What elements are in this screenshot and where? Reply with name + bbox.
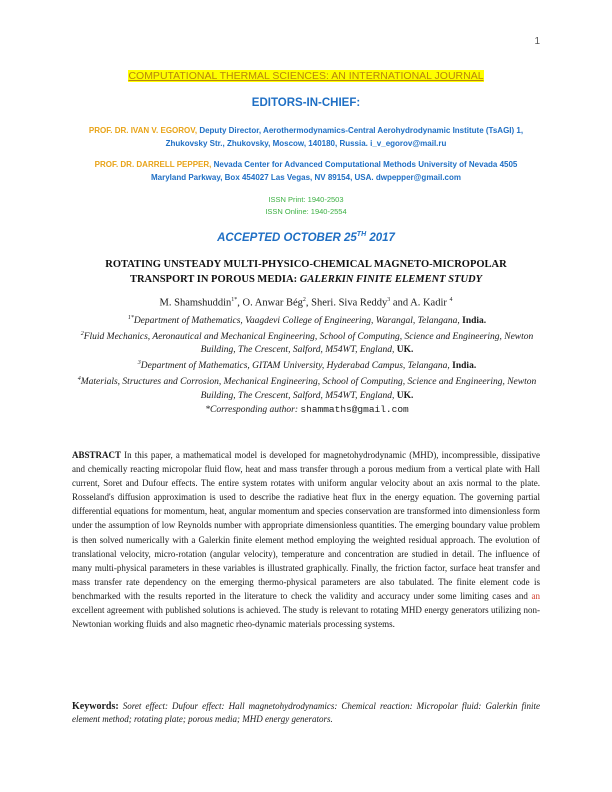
affiliation-1-country: India. [462, 316, 487, 327]
accepted-pre: ACCEPTED OCTOBER 25 [217, 231, 357, 244]
affiliation-3-country: India. [452, 361, 477, 372]
affiliations [72, 312, 542, 417]
abstract-highlight: an [531, 590, 540, 601]
affiliation-3-text: Department of Mathematics, GITAM University, Hyderabad Campus, Telangana, [140, 361, 453, 372]
author-1: M. Shamshuddin [159, 297, 232, 309]
corresponding-label: *Corresponding author: [205, 404, 301, 415]
abstract-text-2: excellent agreement with published solutions is achieved. The study is relevant to rotating MHD energy generators utilizing non-Newtonian working fluids and also magnetic rheo-dynamic materials processing systems. [72, 605, 540, 630]
affiliation-4-country: UK. [396, 390, 414, 401]
corresponding-email[interactable]: shammaths@gmail.com [300, 403, 409, 415]
keywords-text: Soret effect: Dufour effect: Hall magnetohydrodynamics: Chemical reaction: Micropolar fluid: Galerkin finite element method; rotating plate; porous media; MHD energy generators. [72, 701, 540, 724]
affiliation-4 [72, 373, 542, 402]
author-4: and A. Kadir [390, 297, 450, 309]
title-line-2-plain: TRANSPORT IN POROUS MEDIA: [129, 274, 300, 285]
accepted-date [0, 231, 612, 244]
issn-online: ISSN Online: 1940-2554 [265, 207, 347, 216]
page-number: 1 [534, 36, 540, 47]
author-3-sup: 3 [387, 297, 391, 303]
editor-2 [80, 158, 532, 184]
author-4-sup: 4 [449, 297, 453, 303]
paper-title [0, 257, 612, 287]
affiliation-2-text: Fluid Mechanics, Aeronautical and Mechanical Engineering, School of Computing, Science and Engineering, Newton Building, The Crescent, Salford, M54WT, England, [83, 332, 534, 356]
author-1-sup: 1* [231, 297, 238, 303]
editor-1-details: Deputy Director, Aerothermodynamics-Central Aerohydrodynamic Institute (TsAGI) 1, Zhukovsky Str., Zhukovsky, Moscow, 140180, Russia. i_v_egorov@mail.ru [165, 126, 524, 148]
affiliation-3-sup: 3 [137, 360, 141, 367]
accepted-sup: TH [356, 231, 367, 238]
authors [0, 297, 612, 309]
author-2: , O. Anwar Bég [237, 297, 303, 309]
journal-title [0, 70, 612, 82]
keywords [72, 700, 540, 726]
title-line-2-italic: GALERKIN FINITE ELEMENT STUDY [299, 274, 483, 285]
corresponding-author [72, 403, 542, 417]
affiliation-2-sup: 2 [80, 331, 84, 338]
editor-1 [80, 124, 532, 150]
affiliation-4-sup: 4 [77, 376, 81, 383]
title-line-1: ROTATING UNSTEADY MULTI-PHYSICO-CHEMICAL MAGNETO-MICROPOLAR [105, 259, 507, 270]
affiliation-1-text: Department of Mathematics, Vaagdevi College of Engineering, Warangal, Telangana, [133, 316, 463, 327]
editor-2-details: Nevada Center for Advanced Computational Methods University of Nevada 4505 Maryland Parkway, Box 454027 Las Vegas, NV 89154, USA. dwpepper@gmail.com [150, 160, 518, 182]
journal-title-text: COMPUTATIONAL THERMAL SCIENCES: AN INTERNATIONAL JOURNAL [128, 70, 484, 82]
affiliation-2 [72, 328, 542, 357]
author-3: , Sheri. Siva Reddy [305, 297, 388, 309]
affiliation-1-sup: 1* [127, 315, 134, 321]
affiliation-2-country: UK. [396, 345, 414, 356]
issn-print: ISSN Print: 1940-2503 [268, 195, 344, 204]
affiliation-3 [72, 357, 542, 373]
abstract-text-1: In this paper, a mathematical model is developed for magnetohydrodynamic (MHD), incompressible, dissipative and chemically reacting micropolar fluid flow, heat and mass transfer through a porous medium from a vertical plate with Hall current, Soret and Dufour effects. The entire system rotates with uniform angular velocity about an axis normal to the plate. Rosseland's diffusion approximation is used to describe the radiative heat flux in the energy equation. The governing partial differential equations for momentum, heat, angular momentum and species conservation are transformed into dimensionless form under the assumption of low Reynolds number with appropriate dimensionless quantities. The emerging boundary value problem is then solved numerically with a Galerkin finite element method employing the weighted residual approach. The evolution of translational velocity, micro-rotation (angular velocity), temperature and concentration are studied in detail. The influence of many multi-physical parameters in these variables is illustrated graphically. Finally, the friction factor, surface heat transfer and mass transfer rate dependency on the emerging thermo-physical parameters are also tabulated. The finite element code is benchmarked with the results reported in the literature to check the validity and accuracy under some limiting cases and [72, 450, 540, 601]
keywords-label: Keywords: [72, 701, 119, 712]
editor-2-name: PROF. DR. DARRELL PEPPER, [94, 160, 212, 169]
author-2-sup: 2 [302, 297, 306, 303]
editor-1-name: PROF. DR. IVAN V. EGOROV, [88, 126, 198, 135]
title-line-2 [0, 272, 612, 287]
abstract-label: ABSTRACT [72, 450, 122, 460]
accepted-post: 2017 [366, 231, 395, 244]
affiliation-1 [72, 312, 542, 328]
editors-heading: EDITORS-IN-CHIEF: [251, 97, 361, 109]
affiliation-4-text: Materials, Structures and Corrosion, Mechanical Engineering, School of Computing, Science and Engineering, Newton Building, The Crescent, Salford, M54WT, England, [80, 377, 537, 401]
abstract [72, 448, 540, 631]
